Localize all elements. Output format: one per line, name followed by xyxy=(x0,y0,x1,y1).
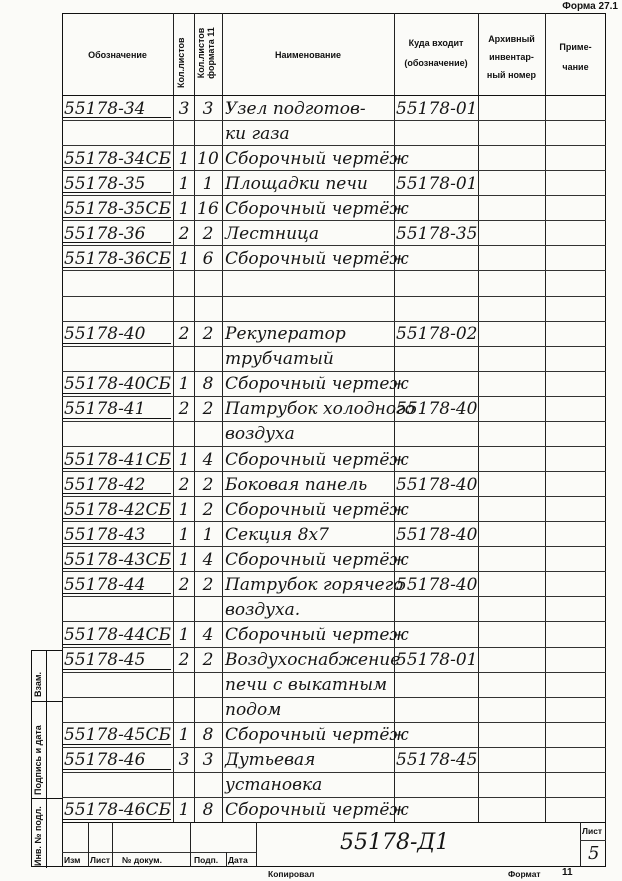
header-archive-2: инвентар- xyxy=(489,52,534,62)
row-line xyxy=(62,245,606,246)
cell-where: 55178-40 xyxy=(396,574,478,595)
cell-where: 55178-40 xyxy=(396,524,478,545)
handwritten-underline xyxy=(63,167,171,168)
cell-sheets: 1 xyxy=(178,549,190,570)
cell-a4: 2 xyxy=(202,399,214,420)
cell-sheets: 1 xyxy=(178,248,190,269)
row-line xyxy=(62,145,606,146)
cell-name: Рекуператор xyxy=(225,324,346,345)
cell-name: Сборочный чертёж xyxy=(225,549,409,570)
cell-sheets: 2 xyxy=(178,324,190,345)
stamp-sheet-label: Лист xyxy=(582,826,603,836)
footer-format-label: Формат xyxy=(508,869,541,879)
handwritten-underline xyxy=(63,192,171,193)
row-line xyxy=(62,296,606,297)
row-line xyxy=(62,446,606,447)
row-line xyxy=(62,270,606,271)
header-sheets-count: Кол.листов xyxy=(176,37,186,88)
row-line xyxy=(62,496,606,497)
cell-a4: 2 xyxy=(202,499,214,520)
handwritten-underline xyxy=(63,518,171,519)
cell-name: Воздухоснабжение xyxy=(225,650,401,671)
cell-a4: 4 xyxy=(202,549,214,570)
handwritten-underline xyxy=(63,769,171,770)
cell-sheets: 1 xyxy=(178,800,190,821)
stamp-sign: Подп. xyxy=(194,855,219,865)
cell-sheets: 2 xyxy=(178,574,190,595)
cell-a4: 6 xyxy=(202,248,214,269)
cell-sheets: 2 xyxy=(178,474,190,495)
form-label: Форма 27.1 xyxy=(562,1,618,12)
handwritten-underline xyxy=(63,217,171,218)
cell-a4: 8 xyxy=(202,725,214,746)
row-line xyxy=(62,797,606,798)
cell-where: 55178-01 xyxy=(396,650,478,671)
row-line xyxy=(62,120,606,121)
column-divider xyxy=(222,13,223,822)
handwritten-underline xyxy=(63,744,171,745)
cell-name: Сборочный чертёж xyxy=(225,248,409,269)
cell-designation: 55178-44 xyxy=(64,574,146,595)
header-archive-3: ный номер xyxy=(486,70,537,80)
handwritten-underline xyxy=(63,343,171,344)
cell-designation: 55178-41 xyxy=(64,399,146,420)
stamp-col xyxy=(190,822,191,867)
cell-name: Сборочный чертёж xyxy=(225,499,409,520)
cell-a4: 8 xyxy=(202,374,214,395)
cell-name: Секция 8х7 xyxy=(225,524,329,545)
cell-name: печи с выкатным xyxy=(225,675,388,696)
footer-format-value: 11 xyxy=(562,867,573,878)
cell-designation: 55178-36 xyxy=(64,223,146,244)
header-note-1: Приме- xyxy=(559,42,592,52)
cell-name: Сборочный чертёж xyxy=(225,449,409,470)
cell-designation: 55178-36СБ xyxy=(64,248,171,269)
cell-a4: 10 xyxy=(197,148,219,169)
row-line xyxy=(62,195,606,196)
cell-sheets: 2 xyxy=(178,223,190,244)
stamp-sheet-number: 5 xyxy=(588,843,600,864)
cell-designation: 55178-46СБ xyxy=(64,800,171,821)
cell-sheets: 1 xyxy=(178,173,190,194)
cell-designation: 55178-40 xyxy=(64,324,146,345)
handwritten-underline xyxy=(63,644,171,645)
cell-designation: 55178-44СБ xyxy=(64,624,171,645)
header-designation: Обозначение xyxy=(88,50,147,60)
handwritten-underline xyxy=(63,543,171,544)
cell-sheets: 1 xyxy=(178,725,190,746)
cell-name: Боковая панель xyxy=(225,474,368,495)
row-line xyxy=(62,421,606,422)
row-line xyxy=(62,647,606,648)
cell-name: подом xyxy=(225,700,282,721)
column-divider xyxy=(478,13,479,822)
handwritten-underline xyxy=(63,418,171,419)
cell-name: Узел подготов- xyxy=(225,98,366,119)
cell-a4: 1 xyxy=(202,524,214,545)
header-note-2: чание xyxy=(562,62,589,72)
stamp-list: Лист xyxy=(90,855,111,865)
handwritten-underline xyxy=(63,819,171,820)
row-line xyxy=(62,747,606,748)
side-label-inv: Инв. № подл. xyxy=(33,806,43,866)
handwritten-underline xyxy=(63,393,171,394)
row-line xyxy=(62,346,606,347)
cell-name: Сборочный чертеж xyxy=(225,624,409,645)
column-divider xyxy=(194,13,195,822)
cell-designation: 55178-42 xyxy=(64,474,146,495)
footer-copied: Копировал xyxy=(268,869,315,879)
stamp-date: Дата xyxy=(228,855,248,865)
column-divider xyxy=(173,13,174,822)
cell-a4: 3 xyxy=(202,750,214,771)
stamp-col xyxy=(112,822,113,867)
cell-name: воздуха. xyxy=(225,599,301,620)
cell-a4: 2 xyxy=(202,474,214,495)
stamp-divider xyxy=(580,822,581,867)
row-line xyxy=(62,396,606,397)
stamp-sheet-line xyxy=(580,840,606,841)
cell-sheets: 1 xyxy=(178,449,190,470)
cell-designation: 55178-34 xyxy=(64,98,146,119)
cell-name: Сборочный чертеж xyxy=(225,374,409,395)
row-line xyxy=(62,471,606,472)
cell-name: Сборочный чертёж xyxy=(225,148,409,169)
stamp-divider xyxy=(256,822,257,867)
stamp-izm: Изм xyxy=(64,855,81,865)
cell-where: 55178-35 xyxy=(396,223,478,244)
cell-a4: 2 xyxy=(202,574,214,595)
cell-sheets: 1 xyxy=(178,198,190,219)
row-line xyxy=(62,220,606,221)
stamp-col xyxy=(88,822,89,867)
handwritten-underline xyxy=(63,117,171,118)
row-line xyxy=(62,722,606,723)
cell-where: 55178-40 xyxy=(396,399,478,420)
header-archive-1: Архивный xyxy=(488,34,535,44)
cell-designation: 55178-41СБ xyxy=(64,449,171,470)
cell-name: Сборочный чертёж xyxy=(225,198,409,219)
cell-name: Лестница xyxy=(225,223,320,244)
side-label-replace: Взам. xyxy=(33,671,43,697)
handwritten-underline xyxy=(63,468,171,469)
cell-a4: 2 xyxy=(202,223,214,244)
cell-designation: 55178-45СБ xyxy=(64,725,171,746)
row-line xyxy=(62,697,606,698)
header-where-used-1: Куда входит xyxy=(408,38,464,48)
stamp-col xyxy=(226,852,227,867)
cell-name: воздуха xyxy=(225,424,295,445)
cell-a4: 3 xyxy=(202,98,214,119)
handwritten-underline xyxy=(63,593,171,594)
cell-where: 55178-01 xyxy=(396,173,478,194)
cell-designation: 55178-40СБ xyxy=(64,374,171,395)
cell-sheets: 1 xyxy=(178,499,190,520)
cell-name: трубчатый xyxy=(225,349,334,370)
row-line xyxy=(62,546,606,547)
cell-sheets: 2 xyxy=(178,650,190,671)
cell-name: Сборочный чертёж xyxy=(225,725,409,746)
cell-a4: 2 xyxy=(202,324,214,345)
side-label-sign-date: Подпись и дата xyxy=(33,725,43,795)
cell-sheets: 1 xyxy=(178,374,190,395)
row-line xyxy=(62,170,606,171)
column-divider xyxy=(545,13,546,822)
header-bottom-line xyxy=(62,95,606,96)
cell-designation: 55178-42СБ xyxy=(64,499,171,520)
header-where-used-2: (обозначение) xyxy=(404,58,468,68)
row-line xyxy=(62,672,606,673)
cell-a4: 4 xyxy=(202,624,214,645)
header-sheets-format: Кол.листов формата 11 xyxy=(196,27,216,79)
cell-designation: 55178-46 xyxy=(64,750,146,771)
cell-name: Площадки печи xyxy=(225,173,368,194)
cell-name: ки газа xyxy=(225,123,290,144)
row-line xyxy=(62,321,606,322)
header-name: Наименование xyxy=(274,50,342,60)
cell-a4: 1 xyxy=(202,173,214,194)
cell-designation: 55178-34СБ xyxy=(64,148,171,169)
cell-where: 55178-02 xyxy=(396,324,478,345)
row-line xyxy=(62,571,606,572)
cell-sheets: 3 xyxy=(178,750,190,771)
cell-designation: 55178-43СБ xyxy=(64,549,171,570)
row-line xyxy=(62,621,606,622)
cell-a4: 4 xyxy=(202,449,214,470)
row-line xyxy=(62,371,606,372)
handwritten-underline xyxy=(63,669,171,670)
row-line xyxy=(62,772,606,773)
cell-sheets: 1 xyxy=(178,624,190,645)
cell-designation: 55178-45 xyxy=(64,650,146,671)
cell-where: 55178-40 xyxy=(396,474,478,495)
cell-name: Сборочный чертёж xyxy=(225,800,409,821)
cell-where: 55178-45 xyxy=(396,750,478,771)
cell-name: Патрубок горячего xyxy=(225,574,404,595)
stamp-doc-no: № докум. xyxy=(122,855,162,865)
row-line xyxy=(62,521,606,522)
cell-name: Патрубок холодного xyxy=(225,399,415,420)
handwritten-underline xyxy=(63,568,171,569)
cell-sheets: 1 xyxy=(178,148,190,169)
cell-sheets: 2 xyxy=(178,399,190,420)
document-code: 55178-Д1 xyxy=(340,830,450,855)
cell-name: Дутьевая xyxy=(225,750,316,771)
cell-sheets: 3 xyxy=(178,98,190,119)
handwritten-underline xyxy=(63,493,171,494)
cell-a4: 2 xyxy=(202,650,214,671)
handwritten-underline xyxy=(63,267,171,268)
cell-name: установка xyxy=(225,775,323,796)
cell-sheets: 1 xyxy=(178,524,190,545)
cell-designation: 55178-35 xyxy=(64,173,146,194)
row-line xyxy=(62,596,606,597)
cell-a4: 8 xyxy=(202,800,214,821)
cell-where: 55178-01 xyxy=(396,98,478,119)
cell-a4: 16 xyxy=(197,198,219,219)
cell-designation: 55178-35СБ xyxy=(64,198,171,219)
handwritten-underline xyxy=(63,242,171,243)
cell-designation: 55178-43 xyxy=(64,524,146,545)
